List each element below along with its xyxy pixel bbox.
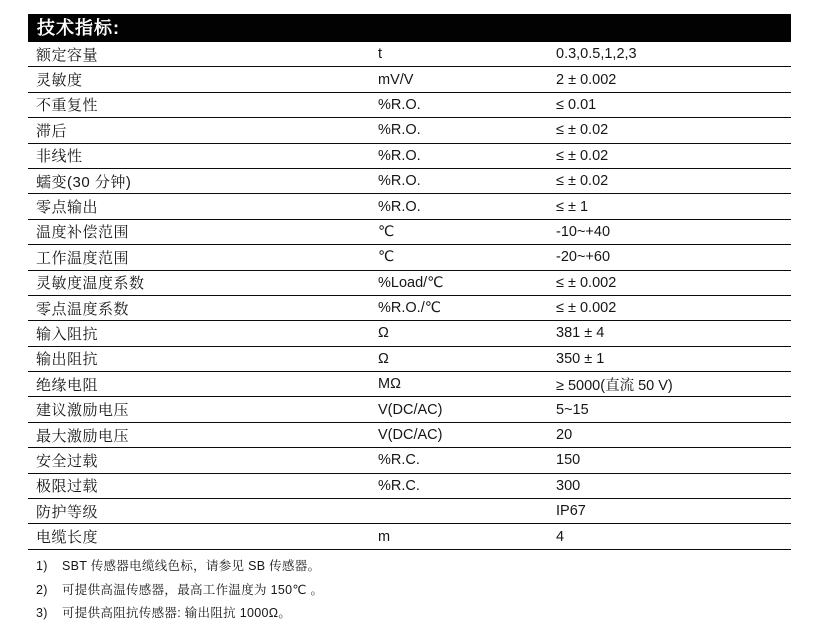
spec-value: ≤ ± 1 <box>556 198 589 215</box>
spec-unit: ℃ <box>378 249 395 266</box>
footnote-number: 3) <box>36 606 48 620</box>
spec-unit: %R.O. <box>378 96 421 113</box>
spec-label: 灵敏度温度系数 <box>36 275 145 293</box>
spec-label: 绝缘电阻 <box>36 376 99 394</box>
footnotes <box>36 558 776 625</box>
table-row <box>28 194 791 219</box>
spec-unit: V(DC/AC) <box>378 427 443 444</box>
spec-value: IP67 <box>556 503 586 520</box>
spec-value: 5~15 <box>556 401 589 418</box>
spec-unit: MΩ <box>378 376 401 393</box>
footnote-item <box>36 582 776 598</box>
spec-label: 灵敏度 <box>36 72 83 90</box>
spec-value: ≤ ± 0.02 <box>556 147 609 164</box>
spec-value: 2 ± 0.002 <box>556 71 617 88</box>
spec-value: -10~+40 <box>556 223 611 240</box>
spec-unit: %R.O. <box>378 198 421 215</box>
spec-value: 4 <box>556 528 565 545</box>
footnote-item <box>36 558 776 574</box>
spec-label: 防护等级 <box>36 503 99 521</box>
table-row <box>28 474 791 499</box>
table-row <box>28 118 791 143</box>
table-row <box>28 524 791 549</box>
footnote-text: 可提供高阻抗传感器: 输出阻抗 1000Ω。 <box>62 606 292 620</box>
table-row <box>28 448 791 473</box>
spec-value: ≥ 5000(直流 50 V) <box>556 377 673 394</box>
table-row <box>28 423 791 448</box>
table-row <box>28 296 791 321</box>
spec-value: 381 ± 4 <box>556 325 605 342</box>
footnote-number: 2) <box>36 582 48 597</box>
spec-label: 温度补偿范围 <box>36 224 130 242</box>
spec-unit: t <box>378 46 383 63</box>
spec-label: 零点输出 <box>36 199 99 217</box>
table-title: 技术指标: <box>37 18 120 38</box>
spec-unit: %R.O./℃ <box>378 300 442 317</box>
footnote-item <box>36 605 776 621</box>
spec-unit: ℃ <box>378 223 395 240</box>
spec-label: 非线性 <box>36 148 83 166</box>
spec-value: 0.3,0.5,1,2,3 <box>556 46 637 63</box>
spec-label: 极限过载 <box>36 478 99 496</box>
table-row <box>28 499 791 524</box>
spec-unit: %Load/℃ <box>378 274 444 291</box>
spec-value: ≤ ± 0.02 <box>556 122 609 139</box>
spec-unit: %R.O. <box>378 173 421 190</box>
spec-value: 350 ± 1 <box>556 350 605 367</box>
spec-label: 最大激励电压 <box>36 427 130 445</box>
table-row <box>28 321 791 346</box>
spec-label: 电缆长度 <box>36 529 99 547</box>
spec-unit: %R.C. <box>378 452 420 469</box>
spec-label: 输入阻抗 <box>36 325 99 343</box>
spec-label: 零点温度系数 <box>36 300 130 318</box>
table-row <box>28 347 791 372</box>
spec-unit: V(DC/AC) <box>378 401 443 418</box>
spec-unit: mV/V <box>378 71 414 88</box>
spec-label: 滞后 <box>36 122 68 140</box>
spec-rows <box>28 42 791 550</box>
table-row <box>28 93 791 118</box>
spec-value: ≤ 0.01 <box>556 96 597 113</box>
spec-unit: %R.O. <box>378 122 421 139</box>
spec-value: 150 <box>556 452 581 469</box>
footnote-text: 可提供高温传感器，最高工作温度为 150℃ 。 <box>62 582 324 597</box>
table-row <box>28 169 791 194</box>
spec-value: ≤ ± 0.002 <box>556 300 617 317</box>
table-row <box>28 220 791 245</box>
spec-value: ≤ ± 0.02 <box>556 173 609 190</box>
footnote-number: 1) <box>36 559 48 573</box>
spec-label: 蠕变(30 分钟) <box>36 173 132 191</box>
spec-label: 额定容量 <box>36 46 99 64</box>
spec-value: 300 <box>556 477 581 494</box>
spec-table <box>28 14 791 550</box>
spec-unit: %R.O. <box>378 147 421 164</box>
spec-label: 安全过载 <box>36 452 99 470</box>
table-row <box>28 397 791 422</box>
spec-value: ≤ ± 0.002 <box>556 274 617 291</box>
spec-unit: %R.C. <box>378 477 420 494</box>
spec-unit: Ω <box>378 325 389 342</box>
table-row <box>28 245 791 270</box>
spec-label: 工作温度范围 <box>36 249 130 267</box>
spec-unit: m <box>378 528 391 545</box>
table-row <box>28 42 791 67</box>
spec-label: 建议激励电压 <box>36 402 130 420</box>
table-row <box>28 271 791 296</box>
spec-unit: Ω <box>378 350 389 367</box>
table-title-bar <box>28 14 791 42</box>
table-row <box>28 372 791 397</box>
footnote-text: SBT 传感器电缆线色标，请参见 SB 传感器。 <box>62 559 321 573</box>
spec-label: 输出阻抗 <box>36 351 99 369</box>
table-row <box>28 144 791 169</box>
spec-value: 20 <box>556 427 573 444</box>
spec-value: -20~+60 <box>556 249 611 266</box>
table-row <box>28 67 791 92</box>
spec-label: 不重复性 <box>36 97 99 115</box>
